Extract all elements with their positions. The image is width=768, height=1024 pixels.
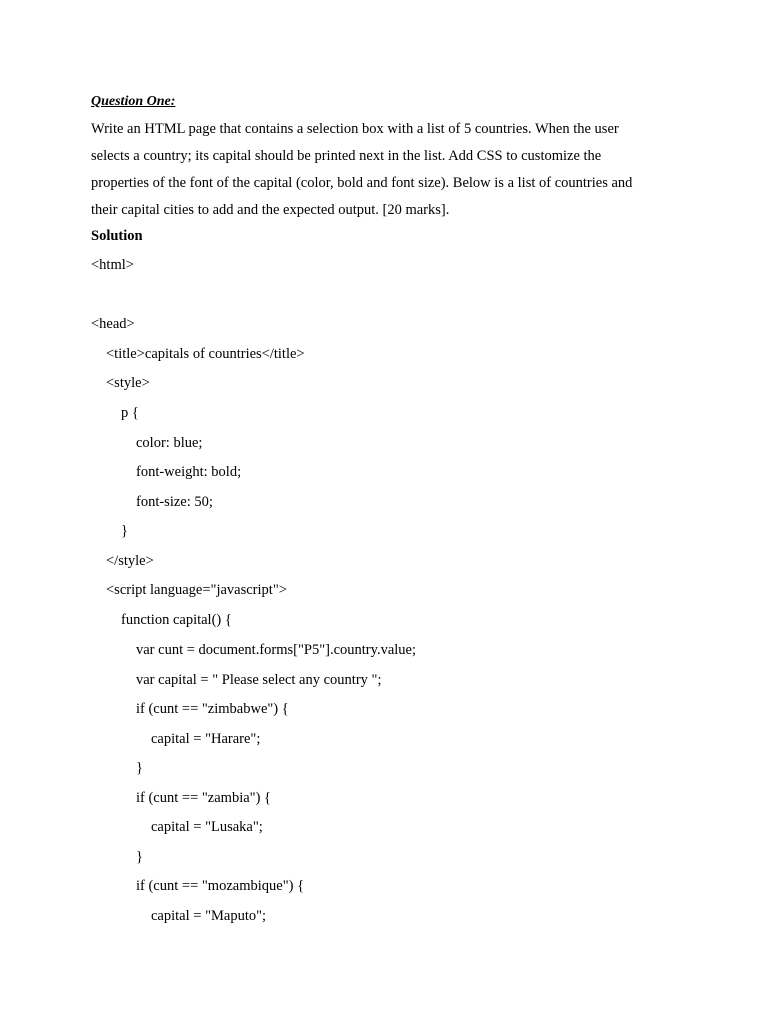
code-line: <head> [91,316,135,332]
question-heading: Question One: [91,94,176,109]
code-line: capital = "Lusaka"; [151,819,263,835]
code-line: <style> [106,375,150,391]
code-line: } [136,849,143,865]
code-line: if (cunt == "zambia") { [136,790,271,806]
code-line: } [121,523,128,539]
question-text-line: properties of the font of the capital (color, bold and font size). Below is a list of countries and [91,175,633,191]
code-line: <script language="javascript"> [106,582,287,598]
question-text-line: selects a country; its capital should be printed next in the list. Add CSS to customize the [91,148,602,164]
code-line: font-weight: bold; [136,464,242,480]
code-line: if (cunt == "zimbabwe") { [136,701,289,717]
code-line: capital = "Maputo"; [151,908,267,924]
code-line: var cunt = document.forms["P5"].country.value; [136,642,417,658]
code-line: var capital = " Please select any country "; [136,672,382,688]
code-line: color: blue; [136,435,203,451]
code-line: if (cunt == "mozambique") { [136,878,305,894]
code-line: </style> [106,553,154,569]
question-text-line: Write an HTML page that contains a selection box with a list of 5 countries. When the user [91,121,619,137]
code-line: <title>capitals of countries</title> [106,346,305,362]
code-line: } [136,760,143,776]
code-line: font-size: 50; [136,494,213,510]
solution-label: Solution [91,228,143,244]
code-line: <html> [91,257,134,273]
question-text-line: their capital cities to add and the expected output. [20 marks]. [91,202,450,218]
code-line: function capital() { [121,612,232,628]
code-line: capital = "Harare"; [151,731,261,747]
code-line: p { [121,405,139,421]
